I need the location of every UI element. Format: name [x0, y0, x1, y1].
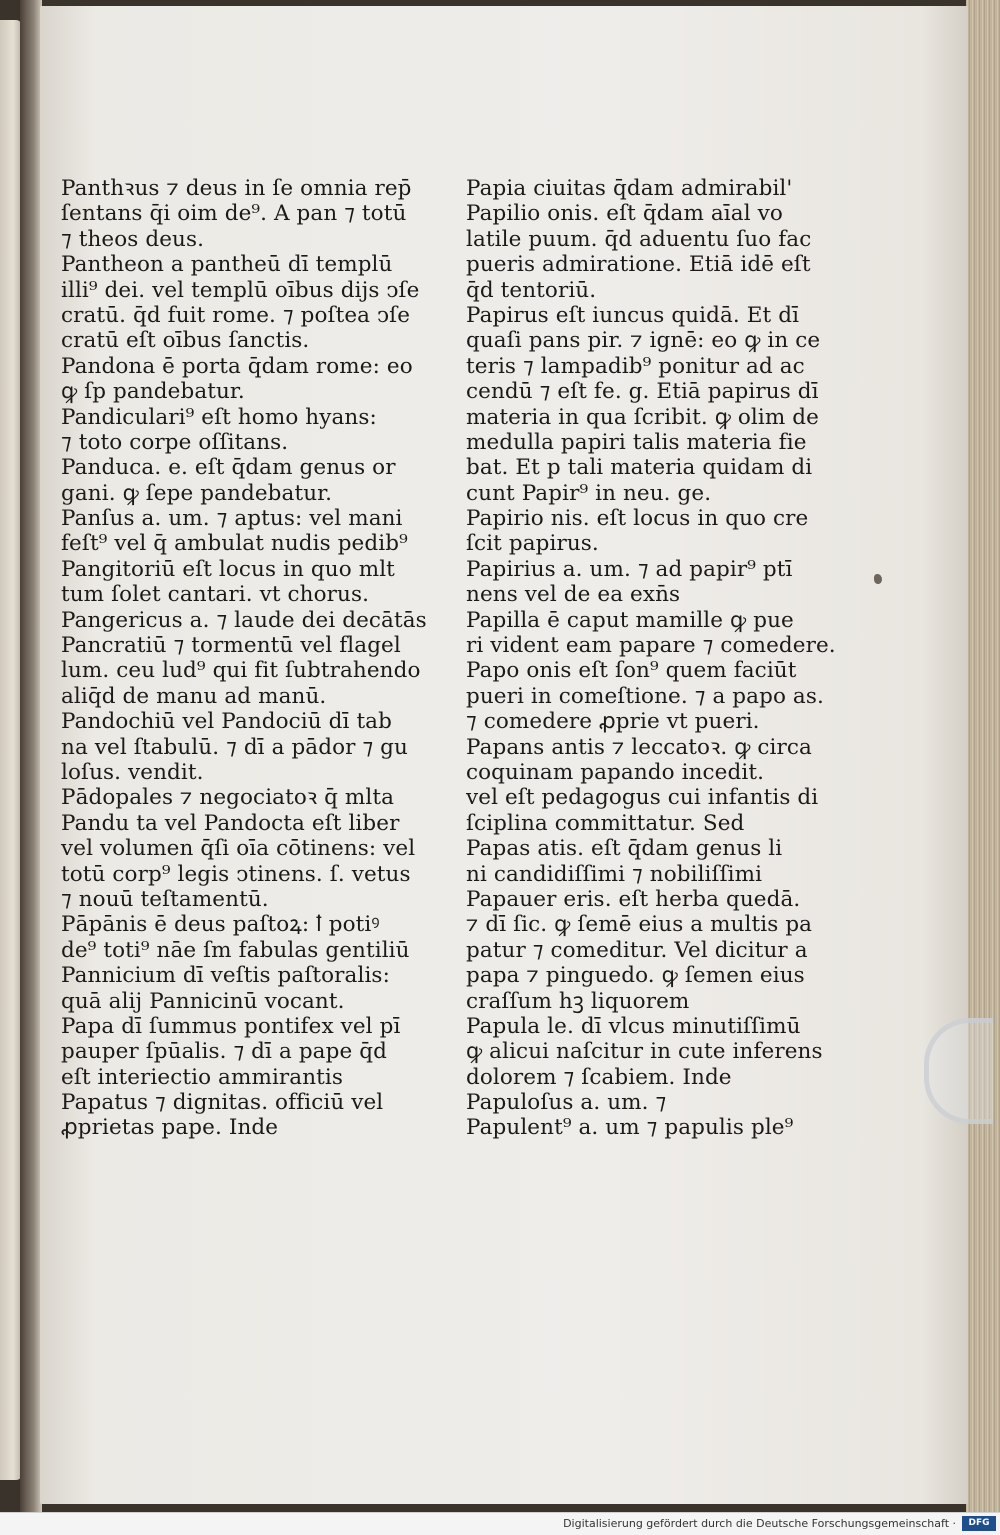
text-line: quā alij Pannicinū vocant.	[61, 988, 345, 1014]
text-line: ſcit papirus.	[466, 531, 599, 557]
text-line: ſentans q̄i oim de⁹. A pan ⁊ totū	[61, 201, 407, 227]
dfg-logo: DFG	[962, 1516, 996, 1531]
text-line: quaſi pans pir. ⁊ ignē: eo ꝙ in ce	[466, 328, 821, 354]
text-line: ri vident eam papare ⁊ comedere.	[466, 633, 836, 659]
text-line: Panthꝛus ⁊ deus in ſe omnia rep̄	[61, 176, 412, 201]
text-line: Pannicium dī veſtis paſtoralis:	[61, 963, 390, 989]
text-line: ⁊ comedere ꝓprie vt pueri.	[466, 709, 760, 735]
text-line: pueri in comeſtione. ⁊ a papo as.	[466, 683, 824, 709]
text-line: materia in qua ſcribit. ꝙ olim de	[466, 404, 819, 430]
text-line: vel volumen q̄ſi oīa cōtinens: vel	[61, 836, 416, 862]
text-line: bat. Et p tali materia quidam di	[466, 455, 813, 481]
text-line: Panſus a. um. ⁊ aptus: vel mani	[61, 506, 403, 532]
text-line: Papa dī ſummus pontifex vel pī	[61, 1013, 401, 1039]
text-line: Pangericus a. ⁊ laude dei decātās	[61, 607, 427, 633]
text-line: Papuloſus a. um. ⁊	[466, 1090, 667, 1116]
book-gutter	[20, 0, 42, 1512]
text-line: pueris admiratione. Etiā idē eſt	[466, 252, 811, 278]
text-line: totū corp⁹ legis ↄtinens. ſ. vetus	[61, 861, 411, 887]
text-line: Pangitoriū eſt locus in quo mlt	[61, 556, 395, 582]
text-line: Papirius a. um. ⁊ ad papir⁹ ptī	[466, 556, 793, 582]
text-line: Pāpānis ē deus paſtoꝝ: ꝉ potiꝰ	[61, 912, 380, 938]
text-line: Papo onis eſt ſon⁹ quem faciūt	[466, 658, 797, 684]
text-line: q̄d tentoriū.	[466, 277, 597, 303]
footer-credit: Digitalisierung gefördert durch die Deutsche Forschungsgemeinschaft ·	[563, 1517, 956, 1530]
text-line: cratū eſt oībus ſanctis.	[61, 328, 310, 354]
text-line: Papauer eris. eſt herba quedā.	[466, 886, 801, 912]
text-line: cunt Papir⁹ in neu. ge.	[466, 480, 712, 506]
text-line: Pandiculari⁹ eſt homo hyans:	[61, 404, 377, 430]
text-line: Papula le. dī vlcus minutiſſimū	[466, 1013, 801, 1039]
text-line: Pandu ta vel Pandocta eſt liber	[61, 810, 400, 836]
text-line: patur ⁊ comeditur. Vel dicitur a	[466, 937, 808, 963]
text-line: gani. ꝙ ſepe pandebatur.	[61, 480, 333, 506]
text-line: na vel ſtabulū. ⁊ dī a pādor ⁊ gu	[61, 734, 408, 760]
text-line: medulla papiri talis materia fie	[466, 429, 807, 455]
text-line: ꝙ ſp pandebatur.	[61, 379, 245, 405]
footer-bar	[0, 1512, 1000, 1535]
text-line: aliq̄d de manu ad manū.	[61, 683, 327, 709]
text-line: ni candidiſſimi ⁊ nobiliſſimi	[466, 861, 763, 887]
text-line: dolorem ⁊ ſcabiem. Inde	[466, 1064, 732, 1090]
text-line: Panduca. e. eſt q̄dam genus or	[61, 455, 396, 481]
text-line: ꝓprietas pape. Inde	[61, 1115, 279, 1141]
page-clip	[924, 1018, 993, 1124]
text-line: feſt⁹ vel q̄ ambulat nudis pedib⁹	[61, 531, 408, 557]
text-line: Papilla ē caput mamille ꝙ pue	[466, 607, 794, 633]
text-line: Papia ciuitas q̄dam admirabil'	[466, 176, 793, 201]
text-line: ꝙ alicui naſcitur in cute inferens	[466, 1039, 823, 1065]
text-line: cratū. q̄d fuit rome. ⁊ poſtea ↄſe	[61, 302, 411, 328]
text-line: nens vel de ea exn̄s	[466, 582, 681, 608]
text-line: craſſum hꝫ liquorem	[466, 988, 690, 1014]
text-line: vel eſt pedagogus cui infantis di	[466, 785, 819, 811]
text-line: pauper ſpūalis. ⁊ dī a pape q̄d	[61, 1039, 387, 1065]
text-line: Pandona ē porta q̄dam rome: eo	[61, 353, 413, 379]
text-line: Papilio onis. eſt q̄dam aīal vo	[466, 201, 783, 227]
text-line: lum. ceu lud⁹ qui fit ſubtrahendo	[61, 658, 421, 684]
facing-page-edge	[0, 20, 22, 1480]
text-line: ⁊ nouū teſtamentū.	[61, 886, 269, 912]
text-line: de⁹ toti⁹ nāe ſm fabulas gentiliū	[61, 937, 410, 963]
page-edges	[966, 0, 1000, 1512]
text-line: coquinam papando incedit.	[466, 759, 765, 785]
paper-speck	[874, 574, 882, 584]
text-line: latile puum. q̄d aduentu ſuo fac	[466, 226, 812, 252]
text-line: cendū ⁊ eſt fe. g. Etiā papirus dī	[466, 379, 819, 405]
text-line: teris ⁊ lampadib⁹ ponitur ad ac	[466, 353, 805, 379]
text-line: Pancratiū ⁊ tormentū vel flagel	[61, 633, 401, 659]
text-line: ⁊ theos deus.	[61, 226, 205, 252]
text-line: ⁊ toto corpe oſſitans.	[61, 429, 289, 455]
text-line: Papirus eſt iuncus quidā. Et dī	[466, 302, 800, 328]
text-line: Papatus ⁊ dignitas. officiū vel	[61, 1090, 384, 1116]
text-line: Pantheon a pantheū dī templū	[61, 252, 393, 278]
left-text-column	[61, 176, 427, 1141]
text-line: ſciplina committatur. Sed	[466, 810, 745, 836]
text-line: Papirio nis. eſt locus in quo cre	[466, 506, 809, 532]
text-line: loſus. vendit.	[61, 759, 204, 785]
text-line: papa ⁊ pinguedo. ꝙ ſemen eius	[466, 963, 805, 989]
text-line: tum ſolet cantari. vt chorus.	[61, 582, 370, 608]
text-line: eſt interiectio ammirantis	[61, 1064, 344, 1090]
text-line: Papans antis ⁊ leccatoꝛ. ꝙ circa	[466, 734, 812, 760]
text-line: Pandochiū vel Pandociū dī tab	[61, 709, 392, 735]
text-line: Pādopales ⁊ negociatoꝛ q̄ mlta	[61, 785, 395, 811]
text-line: ⁊ dī ſic. ꝙ ſemē eius a multis pa	[466, 912, 813, 938]
text-line: illi⁹ dei. vel templū oībus dijs ↄſe	[61, 277, 420, 303]
text-line: Papulent⁹ a. um ⁊ papulis ple⁹	[466, 1115, 794, 1141]
text-line: Papas atis. eſt q̄dam genus li	[466, 836, 783, 862]
right-text-column	[466, 176, 836, 1141]
